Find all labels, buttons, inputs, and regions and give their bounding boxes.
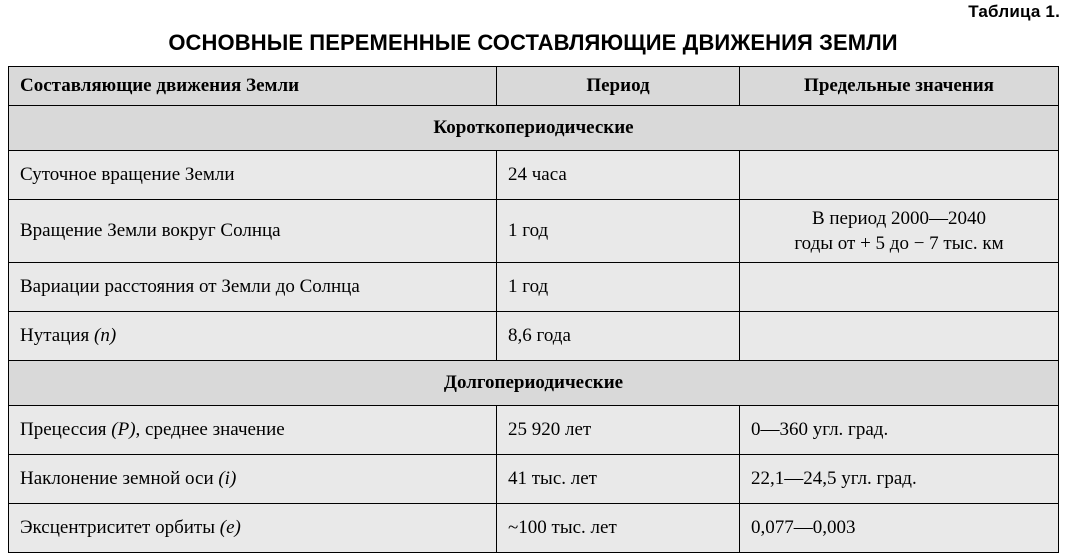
row-period: ~100 тыс. лет [497,504,740,553]
table-row [9,200,1059,263]
table-number-label: Таблица 1. [968,2,1060,21]
table-body [9,106,1059,553]
row-period: 41 тыс. лет [497,455,740,504]
row-limits: 0,077—0,003 [740,504,1059,553]
row-limits-line2: годы от + 5 до − 7 тыс. км [794,233,1004,255]
section-title-long-period: Долгопериодические [9,361,1059,406]
row-name: Вариации расстояния от Земли до Солнца [9,263,497,312]
row-limits: 0—360 угл. град. [740,406,1059,455]
row-period: 24 часа [497,151,740,200]
row-name-symbol: (P) [111,419,136,441]
row-limits [740,312,1059,361]
column-header-limits: Предельные значения [740,67,1059,106]
section-header-row [9,106,1059,151]
page-title: ОСНОВНЫЕ ПЕРЕМЕННЫЕ СОСТАВЛЯЮЩИЕ ДВИЖЕНИЯ ЗЕМЛИ [168,30,898,55]
row-name [9,406,497,455]
row-limits [740,200,1059,263]
table-row [9,312,1059,361]
table-row [9,263,1059,312]
earth-motion-table [8,66,1059,553]
row-name-symbol: (e) [219,517,241,539]
row-limits-line1: В период 2000—2040 [811,208,987,229]
row-period: 1 год [497,263,740,312]
row-period: 25 920 лет [497,406,740,455]
table-row [9,406,1059,455]
row-name [9,312,497,361]
table-row [9,151,1059,200]
row-period: 8,6 года [497,312,740,361]
row-limits: 22,1—24,5 угл. град. [740,455,1059,504]
row-name-symbol: (i) [218,468,237,490]
row-limits [740,263,1059,312]
row-name-text: Наклонение земной оси [20,468,219,490]
table-row [9,504,1059,553]
row-name-text: Нутация [20,325,95,347]
section-header-row [9,361,1059,406]
row-name: Вращение Земли вокруг Солнца [9,200,497,263]
row-limits [740,151,1059,200]
table-row [9,455,1059,504]
row-name [9,504,497,553]
table-header [9,67,1059,106]
row-name-symbol: (n) [94,325,117,347]
table-header-row [9,67,1059,106]
column-header-period: Период [497,67,740,106]
column-header-components: Составляющие движения Земли [9,67,497,106]
row-period: 1 год [497,200,740,263]
row-name [9,455,497,504]
section-title-short-period: Короткопериодические [9,106,1059,151]
row-name-tail: , среднее значение [135,419,285,441]
row-name-text: Эксцентриситет орбиты [20,517,220,539]
row-name: Суточное вращение Земли [9,151,497,200]
row-name-text: Прецессия [20,419,112,441]
